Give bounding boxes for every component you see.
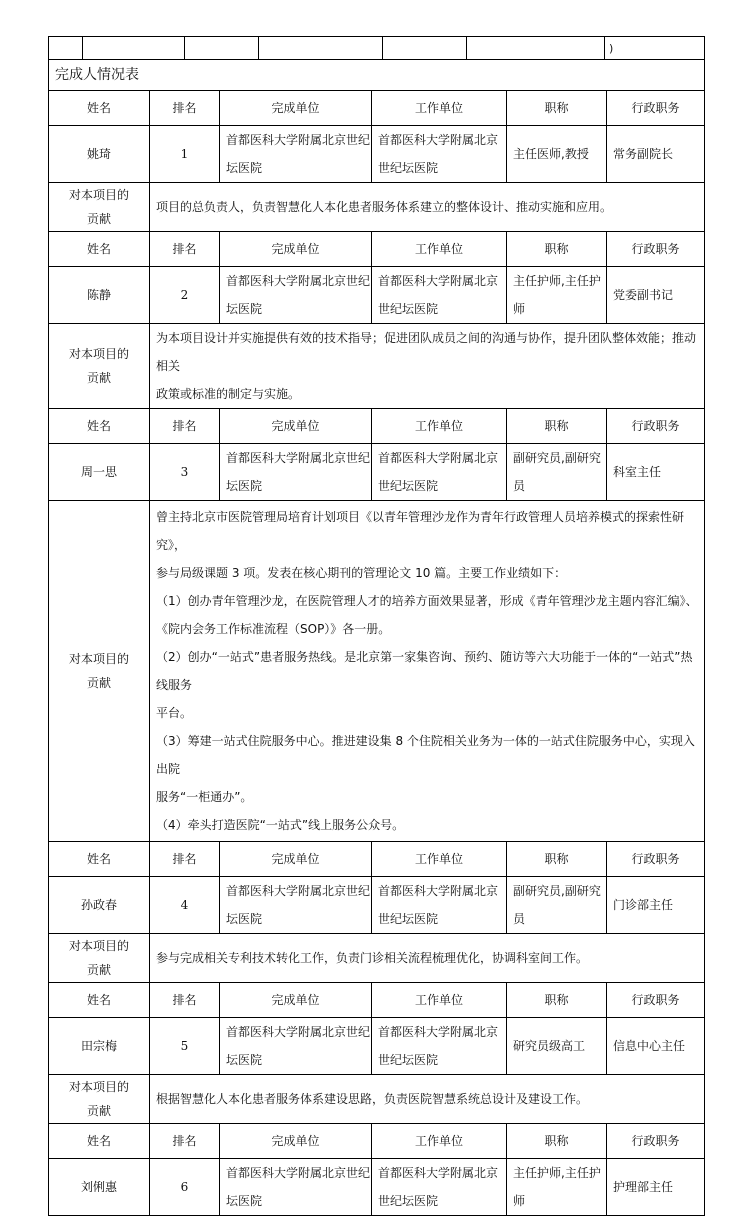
previous-table-fragment bbox=[48, 36, 705, 60]
person-title: 主任护师,主任护 师 bbox=[507, 1159, 607, 1216]
person-unit: 首都医科大学附属北京世纪 坛医院 bbox=[220, 267, 372, 324]
header-rank: 排名 bbox=[150, 91, 220, 126]
person-row bbox=[49, 877, 705, 934]
header-unit: 完成单位 bbox=[220, 983, 372, 1018]
person-admin: 科室主任 bbox=[607, 444, 705, 501]
header-unit: 完成单位 bbox=[220, 1124, 372, 1159]
person-admin: 党委副书记 bbox=[607, 267, 705, 324]
contribution-row bbox=[49, 934, 705, 983]
contribution-label: 对本项目的 贡献 bbox=[49, 324, 150, 409]
contribution-row bbox=[49, 501, 705, 842]
header-unit: 完成单位 bbox=[220, 409, 372, 444]
header-name: 姓名 bbox=[49, 91, 150, 126]
header-rank: 排名 bbox=[150, 232, 220, 267]
header-rank: 排名 bbox=[150, 409, 220, 444]
contribution-row bbox=[49, 183, 705, 232]
header-admin: 行政职务 bbox=[607, 91, 705, 126]
person-title: 主任医师,教授 bbox=[507, 126, 607, 183]
header-name: 姓名 bbox=[49, 1124, 150, 1159]
person-rank: 3 bbox=[150, 444, 220, 501]
header-row bbox=[49, 842, 705, 877]
person-unit: 首都医科大学附属北京世纪 坛医院 bbox=[220, 126, 372, 183]
header-name: 姓名 bbox=[49, 232, 150, 267]
person-work: 首都医科大学附属北京 世纪坛医院 bbox=[372, 267, 507, 324]
header-unit: 完成单位 bbox=[220, 232, 372, 267]
person-rank: 5 bbox=[150, 1018, 220, 1075]
header-title: 职称 bbox=[507, 409, 607, 444]
fragment-cell: ) bbox=[605, 37, 705, 60]
contribution-text: 为本项目设计并实施提供有效的技术指导；促进团队成员之间的沟通与协作，提升团队整体效能；推动相关 政策或标准的制定与实施。 bbox=[150, 324, 705, 409]
person-name: 周一思 bbox=[49, 444, 150, 501]
contribution-row bbox=[49, 1075, 705, 1124]
person-work: 首都医科大学附属北京 世纪坛医院 bbox=[372, 1018, 507, 1075]
person-rank: 6 bbox=[150, 1159, 220, 1216]
person-title: 副研究员,副研究 员 bbox=[507, 877, 607, 934]
contribution-text: 项目的总负责人，负责智慧化人本化患者服务体系建立的整体设计、推动实施和应用。 bbox=[150, 183, 705, 232]
header-work: 工作单位 bbox=[372, 409, 507, 444]
person-name: 陈静 bbox=[49, 267, 150, 324]
person-row bbox=[49, 1018, 705, 1075]
person-unit: 首都医科大学附属北京世纪 坛医院 bbox=[220, 1018, 372, 1075]
person-admin: 常务副院长 bbox=[607, 126, 705, 183]
header-rank: 排名 bbox=[150, 1124, 220, 1159]
contribution-row bbox=[49, 324, 705, 409]
header-name: 姓名 bbox=[49, 409, 150, 444]
person-unit: 首都医科大学附属北京世纪 坛医院 bbox=[220, 1159, 372, 1216]
section-title: 完成人情况表 bbox=[49, 60, 705, 91]
header-name: 姓名 bbox=[49, 842, 150, 877]
header-unit: 完成单位 bbox=[220, 842, 372, 877]
person-work: 首都医科大学附属北京 世纪坛医院 bbox=[372, 444, 507, 501]
person-title: 研究员级高工 bbox=[507, 1018, 607, 1075]
header-row bbox=[49, 983, 705, 1018]
contribution-label: 对本项目的 贡献 bbox=[49, 501, 150, 842]
person-row bbox=[49, 126, 705, 183]
header-row bbox=[49, 232, 705, 267]
contribution-text: 参与完成相关专利技术转化工作，负责门诊相关流程梳理优化，协调科室间工作。 bbox=[150, 934, 705, 983]
person-row bbox=[49, 1159, 705, 1216]
person-name: 田宗梅 bbox=[49, 1018, 150, 1075]
header-title: 职称 bbox=[507, 983, 607, 1018]
contribution-text: 曾主持北京市医院管理局培育计划项目《以青年管理沙龙作为青年行政管理人员培养模式的探索性研究》， 参与局级课题 3 项。发表在核心期刊的管理论文 10 篇。主要工作业绩如下： （1）创办青年管理沙龙，在医院管理人才的培养方面效果显著，形成《青年管理沙龙主题内容汇编》、 《院内会务工作标准流程（SOP）》各一册。 （2）创办“一站式”患者服务热线。是北京第一家集咨询、预约、随访等六大功能于一体的“一站式”热线服务 平台。 （3）筹建一站式住院服务中心。推进建设集 8 个住院相关业务为一体的一站式住院服务中心，实现入出院 服务“一柜通办”。 （4）牵头打造医院“一站式”线上服务公众号。 bbox=[150, 501, 705, 842]
person-name: 刘俐惠 bbox=[49, 1159, 150, 1216]
header-admin: 行政职务 bbox=[607, 409, 705, 444]
header-title: 职称 bbox=[507, 232, 607, 267]
header-title: 职称 bbox=[507, 1124, 607, 1159]
person-row bbox=[49, 267, 705, 324]
person-work: 首都医科大学附属北京 世纪坛医院 bbox=[372, 877, 507, 934]
header-admin: 行政职务 bbox=[607, 1124, 705, 1159]
header-title: 职称 bbox=[507, 91, 607, 126]
person-rank: 2 bbox=[150, 267, 220, 324]
header-work: 工作单位 bbox=[372, 1124, 507, 1159]
person-name: 姚琦 bbox=[49, 126, 150, 183]
contributors-table bbox=[48, 59, 705, 1216]
contribution-label: 对本项目的 贡献 bbox=[49, 934, 150, 983]
contribution-text: 根据智慧化人本化患者服务体系建设思路，负责医院智慧系统总设计及建设工作。 bbox=[150, 1075, 705, 1124]
header-unit: 完成单位 bbox=[220, 91, 372, 126]
header-row bbox=[49, 91, 705, 126]
person-name: 孙政春 bbox=[49, 877, 150, 934]
header-work: 工作单位 bbox=[372, 842, 507, 877]
person-work: 首都医科大学附属北京 世纪坛医院 bbox=[372, 1159, 507, 1216]
header-title: 职称 bbox=[507, 842, 607, 877]
header-admin: 行政职务 bbox=[607, 983, 705, 1018]
header-work: 工作单位 bbox=[372, 983, 507, 1018]
header-name: 姓名 bbox=[49, 983, 150, 1018]
header-admin: 行政职务 bbox=[607, 232, 705, 267]
person-title: 副研究员,副研究 员 bbox=[507, 444, 607, 501]
header-admin: 行政职务 bbox=[607, 842, 705, 877]
person-admin: 护理部主任 bbox=[607, 1159, 705, 1216]
person-unit: 首都医科大学附属北京世纪 坛医院 bbox=[220, 444, 372, 501]
header-row bbox=[49, 409, 705, 444]
person-admin: 信息中心主任 bbox=[607, 1018, 705, 1075]
person-title: 主任护师,主任护 师 bbox=[507, 267, 607, 324]
header-work: 工作单位 bbox=[372, 232, 507, 267]
person-rank: 1 bbox=[150, 126, 220, 183]
header-rank: 排名 bbox=[150, 983, 220, 1018]
header-row bbox=[49, 1124, 705, 1159]
header-rank: 排名 bbox=[150, 842, 220, 877]
person-work: 首都医科大学附属北京 世纪坛医院 bbox=[372, 126, 507, 183]
person-rank: 4 bbox=[150, 877, 220, 934]
contribution-label: 对本项目的 贡献 bbox=[49, 1075, 150, 1124]
contribution-label: 对本项目的 贡献 bbox=[49, 183, 150, 232]
header-work: 工作单位 bbox=[372, 91, 507, 126]
person-unit: 首都医科大学附属北京世纪 坛医院 bbox=[220, 877, 372, 934]
person-row bbox=[49, 444, 705, 501]
person-admin: 门诊部主任 bbox=[607, 877, 705, 934]
